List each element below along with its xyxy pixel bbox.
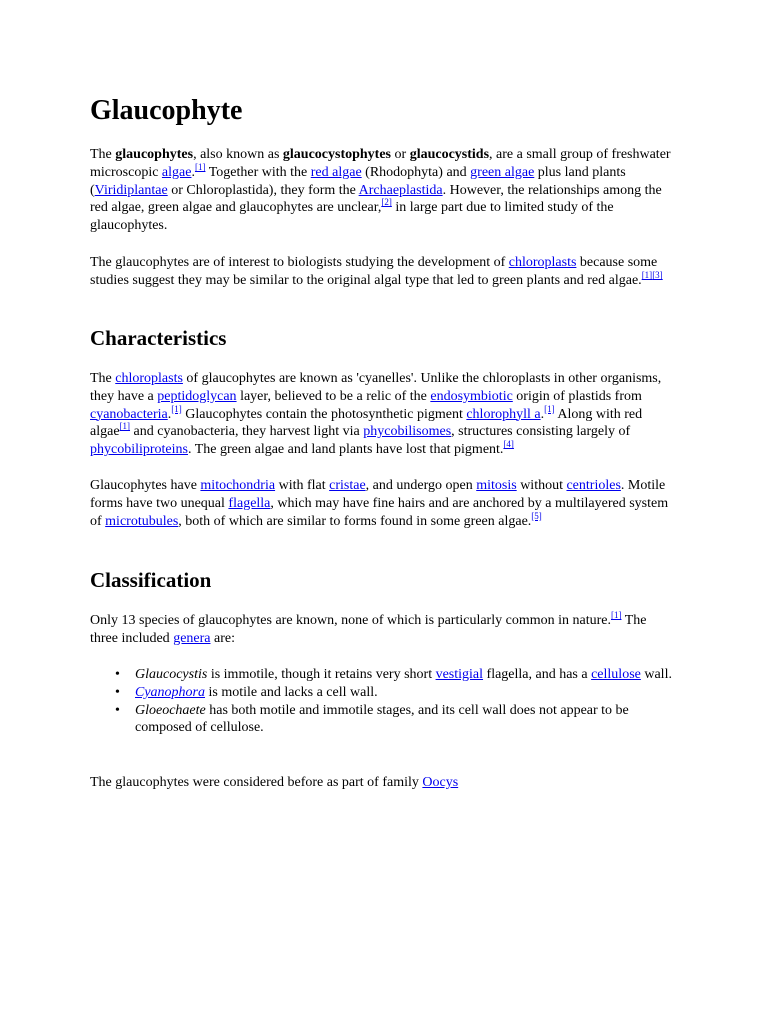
section-heading-characteristics: Characteristics <box>90 326 227 350</box>
link-oocystaceae[interactable]: Oocys <box>422 775 459 790</box>
citation[interactable]: [1] <box>610 610 622 620</box>
bold-term: glaucophytes <box>115 147 194 162</box>
link-microtubules[interactable]: microtubules <box>105 513 179 529</box>
link-genera[interactable]: genera <box>173 630 211 646</box>
link-viridiplantae[interactable]: Viridiplantae <box>94 182 168 198</box>
characteristics-paragraph-2: Glaucophytes have mitochondria with flat cristae, and undergo open mitosis without centrioles. Motile forms have two unequal flagella, which may have fine hairs and are anchored by a multilayered system of microtubules, both of which are similar to forms found in some green algae.[5] <box>90 478 669 529</box>
link-chloroplasts[interactable]: chloroplasts <box>508 255 577 270</box>
bold-term: glaucocystids <box>409 147 490 162</box>
link-centrioles[interactable]: centrioles <box>566 478 621 493</box>
intro-paragraph-2: The glaucophytes are of interest to biologists studying the development of chloroplasts because some studies suggest they may be similar to the original algal type that led to green plants and red algae.[1][3] <box>90 255 663 288</box>
characteristics-paragraph-1: The chloroplasts of glaucophytes are known as 'cyanelles'. Unlike the chloroplasts in other organisms, they have a peptidoglycan layer, believed to be a relic of the endosymbiotic origin of plastids from cyanobacteria.[1] Glaucophytes contain the photosynthetic pigment chlorophyll a.[1] Along with red algae[1] and cyanobacteria, they harvest light via phycobilisomes, structures consisting largely of phycobiliproteins. The green algae and land plants have lost that pigment.[4] <box>90 371 662 458</box>
link-vestigial[interactable]: vestigial <box>435 667 484 682</box>
link-phycobiliproteins[interactable]: phycobiliproteins <box>90 442 188 458</box>
citation[interactable]: [5] <box>531 510 542 521</box>
list-item: • Gloeochaete has both motile and immotile stages, and its cell wall does not appear to be composed of cellulose. <box>115 702 629 736</box>
citation[interactable]: [1] <box>171 403 182 414</box>
link-mitochondria[interactable]: mitochondria <box>200 478 276 493</box>
intro-paragraph-1: The glaucophytes, also known as glaucocystophytes or glaucocystids, are a small group of freshwater microscopic algae.[1] Together with the red algae (Rhodophyta) and green algae plus land plants (Viridiplantae or Chloroplastida), they form the Archaeplastida. However, the relationships among the red algae, green algae and glaucophytes are unclear,[2] in large part due to limited study of the glaucophytes. <box>90 147 671 234</box>
link-flagella[interactable]: flagella <box>228 495 271 511</box>
bullet-icon: • <box>115 702 120 718</box>
citation[interactable]: [4] <box>503 439 514 450</box>
citation[interactable]: [1] <box>194 161 206 172</box>
link-cellulose[interactable]: cellulose <box>591 667 641 682</box>
link-peptidoglycan[interactable]: peptidoglycan <box>157 388 237 404</box>
citation[interactable]: [1] <box>119 421 131 432</box>
citation[interactable]: [1] <box>544 403 555 414</box>
page-title: Glaucophyte <box>90 95 243 126</box>
bullet-icon: • <box>115 684 120 700</box>
genera-list <box>90 666 680 737</box>
bold-term: glaucocystophytes <box>282 147 392 162</box>
genus-name: Glaucocystis <box>135 667 208 682</box>
link-phycobilisomes[interactable]: phycobilisomes <box>363 424 452 440</box>
citation[interactable]: [2] <box>381 197 392 208</box>
link-green-algae[interactable]: green algae <box>470 164 535 180</box>
bullet-icon: • <box>115 667 120 682</box>
link-red-algae[interactable]: red algae <box>310 164 362 180</box>
link-cyanophora[interactable]: Cyanophora <box>135 684 205 700</box>
section-heading-classification: Classification <box>90 568 212 592</box>
link-cristae[interactable]: cristae <box>329 478 366 493</box>
classification-paragraph-1: Only 13 species of glaucophytes are known, none of which is particularly common in nature.[1] The three included genera are: <box>90 610 647 646</box>
link-endosymbiotic[interactable]: endosymbiotic <box>430 388 513 404</box>
classification-paragraph-2: The glaucophytes were considered before as part of family Oocys <box>90 775 459 790</box>
link-chloroplasts[interactable]: chloroplasts <box>115 371 183 386</box>
link-mitosis[interactable]: mitosis <box>476 478 517 493</box>
link-archaeplastida[interactable]: Archaeplastida <box>358 182 443 198</box>
list-item: • Cyanophora is motile and lacks a cell wall. <box>115 684 378 700</box>
link-chlorophyll-a[interactable]: chlorophyll a <box>466 406 541 422</box>
genus-name: Gloeochaete <box>135 702 206 718</box>
list-item: • Glaucocystis is immotile, though it retains very short vestigial flagella, and has a cellulose wall. <box>115 667 672 682</box>
citation[interactable]: [1][3] <box>641 269 663 280</box>
link-algae[interactable]: algae <box>161 164 192 180</box>
link-cyanobacteria[interactable]: cyanobacteria <box>90 406 168 422</box>
